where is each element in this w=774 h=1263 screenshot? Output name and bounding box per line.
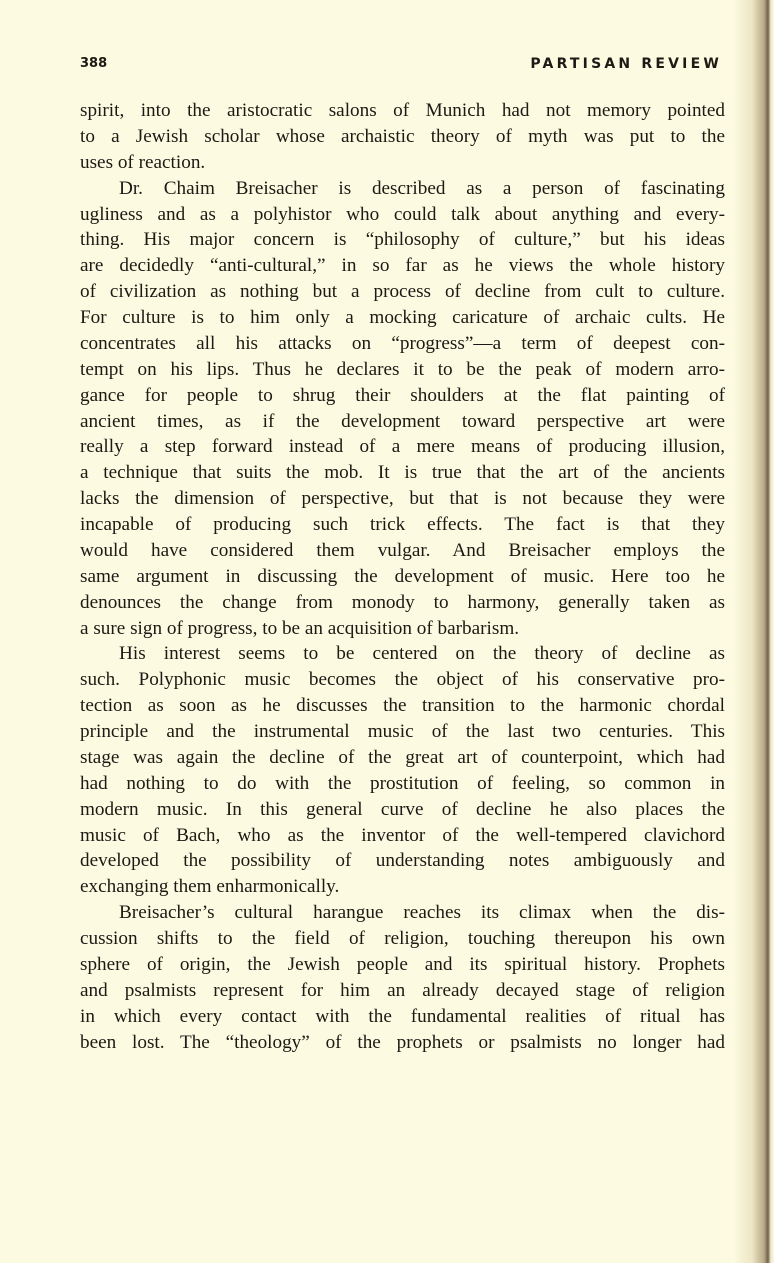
text-line: Dr. Chaim Breisacher is described as a person of fascinating [119,177,725,199]
text-line: ugliness and as a polyhistor who could talk about anything and every- [80,203,725,225]
text-line: Breisacher’s cultural harangue reaches its climax when the dis- [119,902,725,924]
text-line: tempt on his lips. Thus he declares it to be the peak of modern arro- [80,358,725,380]
body-text [80,98,725,1055]
page-number: 388 [80,56,108,71]
text-line: spirit, into the aristocratic salons of Munich had not memory pointed [80,100,725,121]
paragraph [80,98,725,176]
text-line: to a Jewish scholar whose archaistic theory of myth was put to the [80,125,725,147]
text-line: gance for people to shrug their shoulders at the flat painting of [80,384,725,406]
text-line: tection as soon as he discusses the transition to the harmonic chordal [80,695,725,717]
text-line: His interest seems to be centered on the theory of decline as [119,643,725,665]
text-line: developed the possibility of understanding notes ambiguously and [80,850,725,872]
text-line: would have considered them vulgar. And Breisacher employs the [80,539,725,561]
text-line: been lost. The “theology” of the prophets or psalmists no longer had [80,1031,725,1053]
paragraph [80,176,725,642]
text-line: same argument in discussing the development of music. Here too he [80,565,725,587]
text-line: are decidedly “anti-cultural,” in so far as he views the whole history [80,255,725,277]
text-line: exchanging them enharmonically. [80,876,340,898]
text-line: had nothing to do with the prostitution of feeling, so common in [80,772,725,794]
text-line: stage was again the decline of the great art of counterpoint, which had [80,746,725,768]
text-line: principle and the instrumental music of the last two centuries. This [80,721,725,742]
text-line: and psalmists represent for him an already decayed stage of religion [80,979,725,1001]
text-line: modern music. In this general curve of decline he also places the [80,798,725,820]
text-line: uses of reaction. [80,151,206,173]
text-line: really a step forward instead of a mere means of producing illusion, [80,436,725,458]
text-line: sphere of origin, the Jewish people and its spiritual history. Prophets [80,953,725,975]
paragraph [80,641,725,900]
text-line: denounces the change from monody to harmony, generally taken as [80,591,725,613]
text-line: incapable of producing such trick effects. The fact is that they [80,514,725,535]
text-line: lacks the dimension of perspective, but that is not because they were [80,488,725,510]
text-line: For culture is to him only a mocking caricature of archaic cults. He [80,307,725,328]
text-line: of civilization as nothing but a process of decline from cult to culture. [80,281,725,303]
journal-title: PARTISAN REVIEW [530,56,722,72]
text-line: such. Polyphonic music becomes the object of his conservative pro- [80,669,725,691]
text-line: in which every contact with the fundamental realities of ritual has [80,1005,725,1027]
text-line: thing. His major concern is “philosophy of culture,” but his ideas [80,229,725,251]
text-line: a sure sign of progress, to be an acquisition of barbarism. [80,617,520,639]
page-gutter-shadow [734,0,774,1263]
text-line: music of Bach, who as the inventor of the well-tempered clavichord [80,824,725,846]
text-line: concentrates all his attacks on “progress”—a term of deepest con- [80,332,725,354]
text-line: cussion shifts to the field of religion, touching thereupon his own [80,928,725,949]
text-line: ancient times, as if the development toward perspective art were [80,410,725,432]
paragraph [80,900,725,1055]
text-line: a technique that suits the mob. It is true that the art of the ancients [80,462,725,484]
running-header [80,56,722,80]
